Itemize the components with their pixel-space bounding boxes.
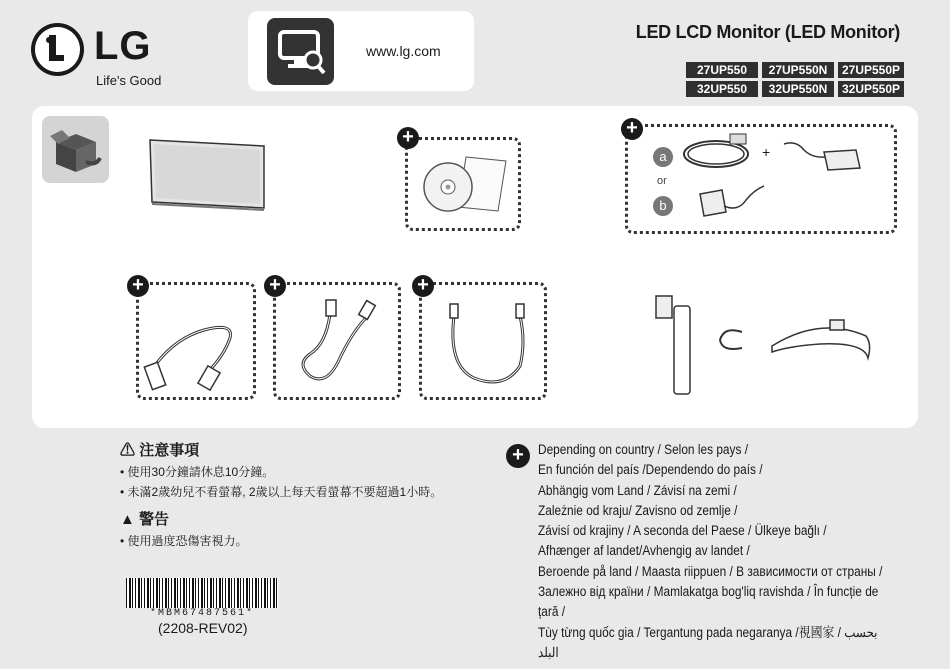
hdmi-cable-icon xyxy=(146,308,242,390)
brand-name: LG xyxy=(94,24,152,68)
optional-plus-icon: + xyxy=(412,275,434,297)
warning-title: ▲ 警告 xyxy=(120,511,170,528)
website-url[interactable]: www.lg.com xyxy=(366,43,441,59)
brand-slogan: Life's Good xyxy=(96,73,162,88)
optional-plus-icon: + xyxy=(264,275,286,297)
product-title: LED LCD Monitor (LED Monitor) xyxy=(635,22,900,42)
wall-adapter-icon xyxy=(694,182,770,226)
stand-base-icon xyxy=(768,316,876,368)
caution-triangle-icon: ⚠ xyxy=(120,442,136,459)
model-badge: 32UP550 xyxy=(686,81,758,97)
country-line: Tùy từng quốc gia / Tergantung pada negaranya /視國家 / بحسب البلد xyxy=(538,624,878,660)
model-badge: 27UP550 xyxy=(686,62,758,78)
model-list xyxy=(686,62,904,97)
package-box-icon xyxy=(42,116,109,183)
caution-title: ⚠ 注意事項 xyxy=(120,442,200,459)
or-text: or xyxy=(657,175,667,187)
model-badge: 32UP550N xyxy=(762,81,834,97)
model-badge: 27UP550P xyxy=(838,62,904,78)
cd-disc-icon xyxy=(418,153,514,219)
usb-c-cable-icon xyxy=(440,302,532,390)
optional-plus-icon: + xyxy=(506,444,530,468)
stand-body-icon xyxy=(654,294,698,398)
option-a-label: a xyxy=(653,147,673,167)
barcode xyxy=(126,578,278,608)
optional-plus-icon: + xyxy=(621,118,643,140)
country-note xyxy=(538,440,890,663)
country-line: Afhænger af landet/Avhengig av landet / xyxy=(538,543,750,559)
warning-triangle-icon: ▲ xyxy=(120,511,135,528)
country-line: Depending on country / Selon les pays / xyxy=(538,442,749,457)
caution-item: • 使用30分鐘請休息10分鐘。 xyxy=(120,465,275,479)
displayport-cable-icon xyxy=(292,296,388,386)
model-badge: 32UP550P xyxy=(838,81,904,97)
revision-code: (2208-REV02) xyxy=(158,620,248,636)
power-cord-icon xyxy=(682,132,754,172)
plus-text: + xyxy=(762,144,771,160)
lg-logo-icon xyxy=(31,23,84,76)
option-b-label: b xyxy=(653,196,673,216)
optional-plus-icon: + xyxy=(127,275,149,297)
barcode-number: *MBM67487561* xyxy=(149,608,254,619)
ac-adapter-icon xyxy=(780,138,864,178)
country-line: Zależnie od kraju/ Zavisno od zemlje / xyxy=(538,502,738,518)
website-box xyxy=(248,11,474,91)
monitor-search-icon xyxy=(267,18,334,85)
country-line: Beroende på land / Maasta riippuen / В зависимости от страны / xyxy=(538,563,883,579)
country-line: En función del país /Dependendo do país / xyxy=(538,462,763,478)
optional-plus-icon: + xyxy=(397,127,419,149)
country-line: Závisí od krajiny / A seconda del Paese / Ülkeye bağlı / xyxy=(538,523,827,539)
stand-clip-icon xyxy=(716,326,748,354)
caution-item: • 未滿2歲幼兒不看螢幕, 2歲以上每天看螢幕不要超過1小時。 xyxy=(120,485,443,499)
country-line: Залежно від країни / Mamlakatga bog'liq ravishda / În funcție de țară / xyxy=(538,584,879,620)
caution-section xyxy=(120,439,442,500)
model-badge: 27UP550N xyxy=(762,62,834,78)
warning-item: • 使用過度恐傷害視力。 xyxy=(120,534,248,548)
country-line: Abhängig vom Land / Závisí na zemi / xyxy=(538,482,737,498)
monitor-illustration xyxy=(148,138,268,216)
warning-section xyxy=(120,508,248,549)
